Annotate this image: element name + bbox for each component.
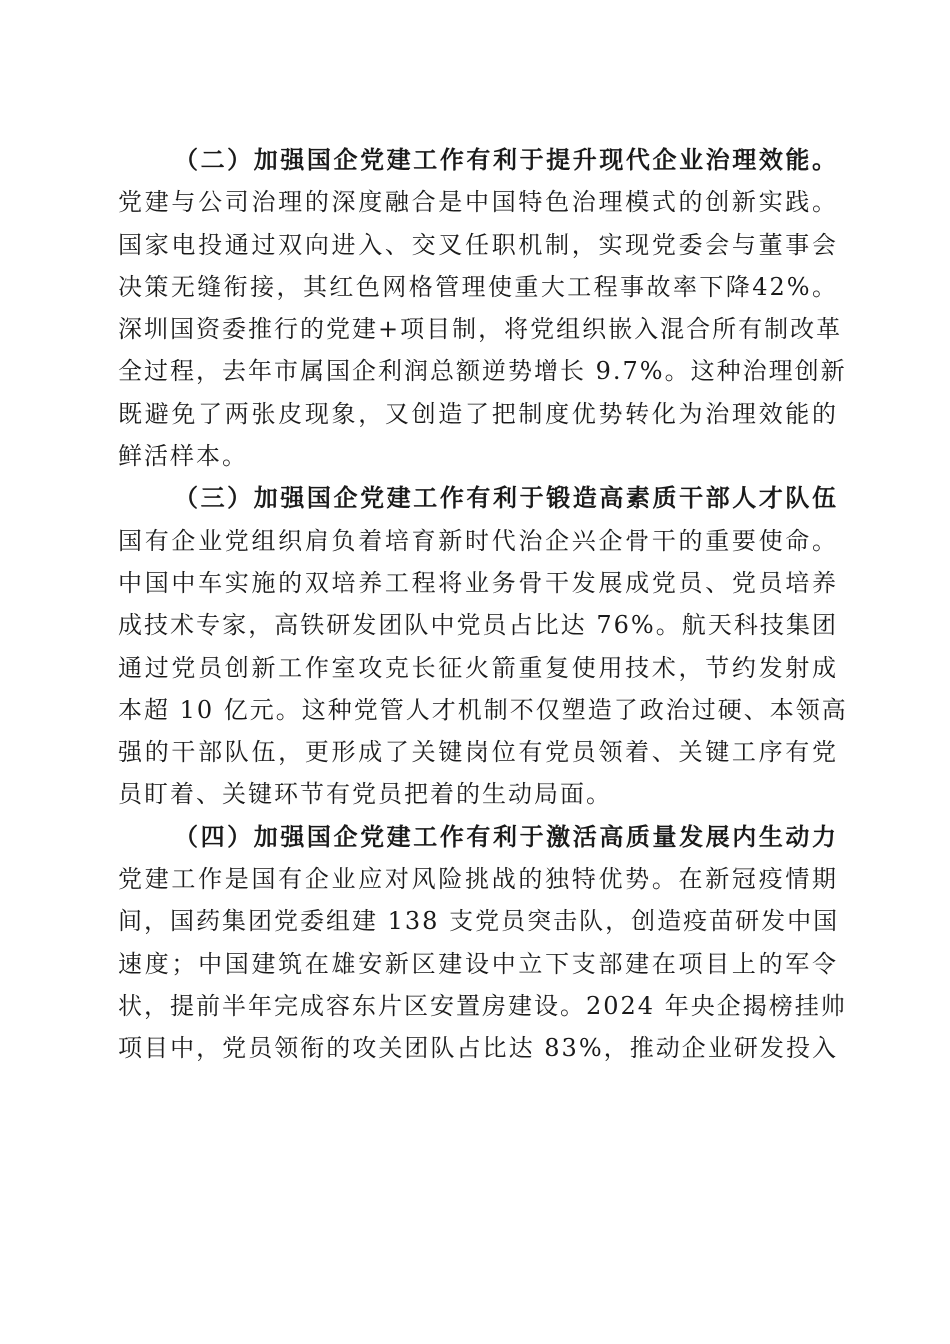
paragraph-line: 速度；中国建筑在雄安新区建设中立下支部建在项目上的军令 bbox=[118, 949, 838, 978]
paragraph-line: 成技术专家，高铁研发团队中党员占比达 76%。航天科技集团 bbox=[118, 611, 838, 640]
paragraph-line: 深圳国资委推行的党建+项目制，将党组织嵌入混合所有制改革 bbox=[118, 315, 843, 344]
paragraph-line: 间，国药集团党委组建 138 支党员突击队，创造疫苗研发中国 bbox=[118, 907, 840, 936]
paragraph-line: 党建与公司治理的深度融合是中国特色治理模式的创新实践。 bbox=[118, 188, 838, 217]
paragraph-line: 状，提前半年完成容东片区安置房建设。2024 年央企揭榜挂帅 bbox=[118, 991, 847, 1020]
section-heading-3: （三）加强国企党建工作有利于锻造高素质干部人才队伍 bbox=[174, 483, 838, 513]
paragraph-line: 强的干部队伍，更形成了关键岗位有党员领着、关键工序有党 bbox=[118, 738, 838, 767]
paragraph-line: 通过党员创新工作室攻克长征火箭重复使用技术，节约发射成 bbox=[118, 653, 838, 682]
paragraph-line: 中国中车实施的双培养工程将业务骨干发展成党员、党员培养 bbox=[118, 568, 838, 597]
paragraph-line: 决策无缝衔接，其红色网格管理使重大工程事故率下降42%。 bbox=[118, 272, 838, 301]
paragraph-line: 员盯着、关键环节有党员把着的生动局面。 bbox=[118, 780, 612, 809]
paragraph-line: 国有企业党组织肩负着培育新时代治企兴企骨干的重要使命。 bbox=[118, 526, 838, 555]
paragraph-line: 党建工作是国有企业应对风险挑战的独特优势。在新冠疫情期 bbox=[118, 865, 838, 894]
section-heading-2: （二）加强国企党建工作有利于提升现代企业治理效能。 bbox=[174, 145, 838, 174]
document-body bbox=[118, 139, 848, 1070]
section-heading-4: （四）加强国企党建工作有利于激活高质量发展内生动力 bbox=[174, 821, 838, 851]
paragraph-line: 既避免了两张皮现象，又创造了把制度优势转化为治理效能的 bbox=[118, 399, 838, 428]
paragraph-line: 鲜活样本。 bbox=[118, 442, 248, 471]
paragraph-line: 项目中，党员领衔的攻关团队占比达 83%，推动企业研发投入 bbox=[118, 1034, 838, 1063]
paragraph-line: 国家电投通过双向进入、交叉任职机制，实现党委会与董事会 bbox=[118, 230, 838, 259]
paragraph-line: 本超 10 亿元。这种党管人才机制不仅塑造了政治过硬、本领高 bbox=[118, 695, 848, 724]
paragraph-line: 全过程，去年市属国企利润总额逆势增长 9.7%。这种治理创新 bbox=[118, 357, 847, 386]
